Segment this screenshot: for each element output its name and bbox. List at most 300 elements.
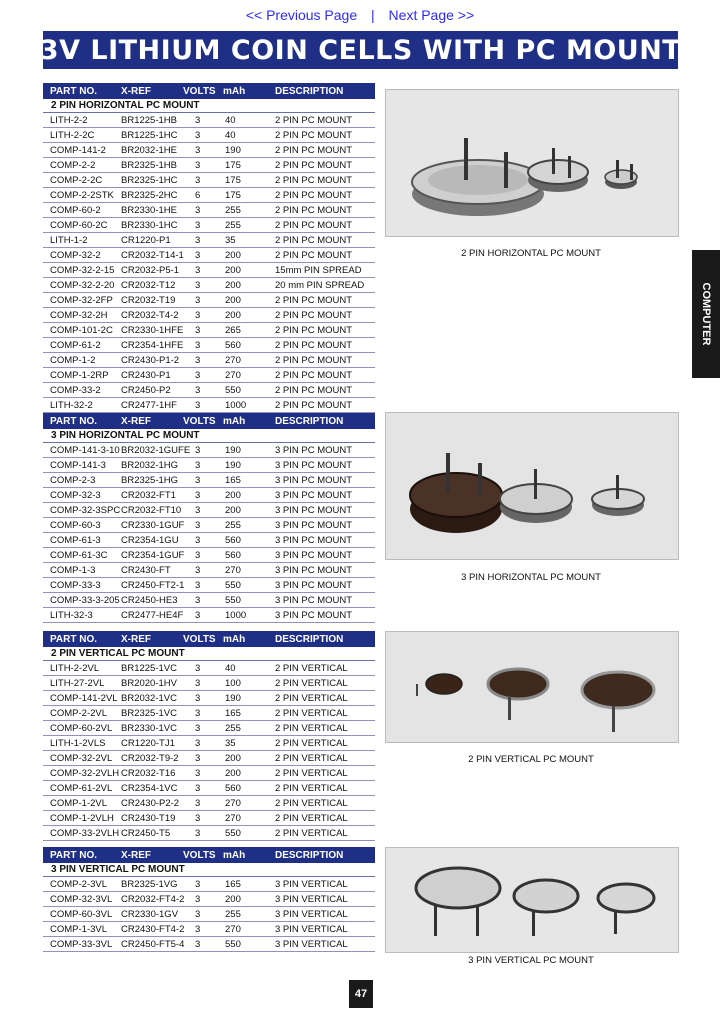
description: 3 PIN PC MOUNT (275, 565, 353, 576)
description: 2 PIN PC MOUNT (275, 235, 353, 246)
table-row (43, 218, 375, 233)
volts: 3 (195, 145, 201, 156)
cross-reference: CR2354-1GUF (121, 550, 185, 561)
part-number: COMP-101-2C (50, 325, 113, 336)
cross-reference: CR2477-HE4F (121, 610, 184, 621)
cross-reference: BR2325-1VG (121, 879, 178, 890)
cross-reference: CR2430-FT4-2 (121, 924, 185, 935)
part-number: COMP-141-2VL (50, 693, 118, 704)
description: 2 PIN VERTICAL (275, 693, 348, 704)
capacity-mah: 255 (225, 520, 241, 531)
volts: 3 (195, 265, 201, 276)
description: 3 PIN PC MOUNT (275, 505, 353, 516)
section-subtitle: 3 PIN VERTICAL PC MOUNT (43, 863, 375, 877)
part-number: COMP-141-3 (50, 460, 106, 471)
part-number: COMP-141-3-10 (50, 445, 120, 456)
description: 2 PIN PC MOUNT (275, 295, 353, 306)
part-number: LITH-2-2 (50, 115, 88, 126)
description: 3 PIN PC MOUNT (275, 475, 353, 486)
column-header: mAh (223, 86, 246, 97)
table-row (43, 937, 375, 952)
description: 3 PIN PC MOUNT (275, 520, 353, 531)
volts: 3 (195, 535, 201, 546)
capacity-mah: 550 (225, 385, 241, 396)
capacity-mah: 35 (225, 235, 236, 246)
description: 2 PIN PC MOUNT (275, 385, 353, 396)
cross-reference: BR2020-1HV (121, 678, 177, 689)
table-row (43, 781, 375, 796)
volts: 3 (195, 813, 201, 824)
section-subtitle: 2 PIN HORIZONTAL PC MOUNT (43, 99, 375, 113)
part-number: COMP-1-2VL (50, 798, 108, 809)
description: 3 PIN PC MOUNT (275, 460, 353, 471)
column-header: VOLTS (183, 850, 216, 861)
table-2-pin-horizontal (43, 83, 375, 413)
volts: 3 (195, 235, 201, 246)
description: 2 PIN VERTICAL (275, 798, 348, 809)
cross-reference: CR2032-FT4-2 (121, 894, 185, 905)
table-header (43, 631, 375, 647)
table-header (43, 847, 375, 863)
cross-reference: BR2325-1HG (121, 475, 179, 486)
next-page-link[interactable]: Next Page >> (388, 7, 475, 23)
volts: 3 (195, 693, 201, 704)
table-row (43, 248, 375, 263)
volts: 3 (195, 595, 201, 606)
volts: 3 (195, 924, 201, 935)
side-section-tab (692, 250, 720, 378)
volts: 3 (195, 295, 201, 306)
capacity-mah: 165 (225, 708, 241, 719)
volts: 3 (195, 894, 201, 905)
capacity-mah: 560 (225, 340, 241, 351)
section-subtitle: 2 PIN VERTICAL PC MOUNT (43, 647, 375, 661)
table-row (43, 608, 375, 623)
description: 2 PIN PC MOUNT (275, 250, 353, 261)
capacity-mah: 200 (225, 490, 241, 501)
table-row (43, 338, 375, 353)
description: 3 PIN PC MOUNT (275, 535, 353, 546)
table-row (43, 578, 375, 593)
capacity-mah: 270 (225, 924, 241, 935)
previous-page-link[interactable]: << Previous Page (245, 7, 358, 23)
capacity-mah: 165 (225, 475, 241, 486)
capacity-mah: 200 (225, 894, 241, 905)
table-2-pin-vertical (43, 631, 375, 841)
part-number: COMP-32-2VLH (50, 768, 120, 779)
capacity-mah: 40 (225, 130, 236, 141)
description: 2 PIN PC MOUNT (275, 310, 353, 321)
cross-reference: BR2032-1GUFE (121, 445, 191, 456)
volts: 3 (195, 939, 201, 950)
capacity-mah: 255 (225, 205, 241, 216)
cross-reference: CR2450-HE3 (121, 595, 178, 606)
description: 2 PIN VERTICAL (275, 753, 348, 764)
part-number: LITH-32-3 (50, 610, 93, 621)
table-row (43, 143, 375, 158)
table-row (43, 383, 375, 398)
capacity-mah: 175 (225, 160, 241, 171)
description: 2 PIN PC MOUNT (275, 370, 353, 381)
volts: 3 (195, 520, 201, 531)
volts: 3 (195, 708, 201, 719)
capacity-mah: 190 (225, 445, 241, 456)
volts: 3 (195, 505, 201, 516)
capacity-mah: 200 (225, 295, 241, 306)
cross-reference: BR2032-1VC (121, 693, 177, 704)
photo-2-pin-vertical (385, 631, 679, 743)
table-row (43, 293, 375, 308)
volts: 3 (195, 783, 201, 794)
volts: 3 (195, 340, 201, 351)
capacity-mah: 200 (225, 250, 241, 261)
part-number: LITH-2-2VL (50, 663, 100, 674)
part-number: COMP-32-3SPC (50, 505, 121, 516)
column-header: X-REF (121, 86, 151, 97)
part-number: COMP-1-2VLH (50, 813, 114, 824)
part-number: COMP-60-3 (50, 520, 101, 531)
cross-reference: BR2325-1HB (121, 160, 177, 171)
cross-reference: CR2032-FT10 (121, 505, 182, 516)
part-number: COMP-32-2VL (50, 753, 113, 764)
capacity-mah: 550 (225, 580, 241, 591)
capacity-mah: 560 (225, 535, 241, 546)
volts: 3 (195, 753, 201, 764)
part-number: COMP-61-2 (50, 340, 101, 351)
cross-reference: CR2430-FT (121, 565, 171, 576)
description: 2 PIN PC MOUNT (275, 325, 353, 336)
capacity-mah: 35 (225, 738, 236, 749)
description: 15mm PIN SPREAD (275, 265, 362, 276)
cross-reference: BR2325-1VC (121, 708, 177, 719)
description: 2 PIN PC MOUNT (275, 205, 353, 216)
capacity-mah: 270 (225, 370, 241, 381)
part-number: COMP-1-2 (50, 355, 96, 366)
cross-reference: BR1225-1HC (121, 130, 178, 141)
capacity-mah: 40 (225, 663, 236, 674)
part-number: COMP-33-3VL (50, 939, 113, 950)
volts: 3 (195, 550, 201, 561)
volts: 3 (195, 879, 201, 890)
part-number: COMP-60-3VL (50, 909, 113, 920)
table-row (43, 593, 375, 608)
cross-reference: CR2430-P2-2 (121, 798, 180, 809)
table-row (43, 308, 375, 323)
table-row (43, 113, 375, 128)
volts: 3 (195, 828, 201, 839)
photo-3-pin-horizontal (385, 412, 679, 560)
nav-separator: | (371, 7, 375, 23)
part-number: COMP-2-3 (50, 475, 96, 486)
description: 2 PIN VERTICAL (275, 738, 348, 749)
capacity-mah: 190 (225, 693, 241, 704)
part-number: COMP-60-2 (50, 205, 101, 216)
cross-reference: BR1225-1HB (121, 115, 177, 126)
description: 3 PIN PC MOUNT (275, 580, 353, 591)
volts: 3 (195, 490, 201, 501)
volts: 3 (195, 610, 201, 621)
description: 2 PIN PC MOUNT (275, 220, 353, 231)
part-number: COMP-32-2-20 (50, 280, 115, 291)
part-number: COMP-61-2VL (50, 783, 113, 794)
photo-2-pin-horizontal (385, 89, 679, 237)
column-header: PART NO. (50, 416, 98, 427)
volts: 3 (195, 460, 201, 471)
part-number: LITH-1-2 (50, 235, 88, 246)
capacity-mah: 165 (225, 879, 241, 890)
capacity-mah: 560 (225, 550, 241, 561)
volts: 3 (195, 325, 201, 336)
table-row (43, 473, 375, 488)
side-section-label: COMPUTER (700, 282, 712, 346)
part-number: COMP-32-3 (50, 490, 101, 501)
caption-2-pin-vertical: 2 PIN VERTICAL PC MOUNT (468, 754, 594, 765)
part-number: COMP-1-3VL (50, 924, 108, 935)
description: 2 PIN VERTICAL (275, 813, 348, 824)
volts: 3 (195, 160, 201, 171)
volts: 3 (195, 370, 201, 381)
cross-reference: CR2450-FT5-4 (121, 939, 185, 950)
part-number: COMP-61-3 (50, 535, 101, 546)
caption-2-pin-horizontal: 2 PIN HORIZONTAL PC MOUNT (461, 248, 601, 259)
cross-reference: CR2477-1HF (121, 400, 177, 411)
volts: 3 (195, 909, 201, 920)
description: 3 PIN VERTICAL (275, 939, 348, 950)
capacity-mah: 1000 (225, 610, 247, 621)
table-row (43, 203, 375, 218)
part-number: COMP-60-2VL (50, 723, 113, 734)
cross-reference: CR2430-P1-2 (121, 355, 180, 366)
capacity-mah: 550 (225, 939, 241, 950)
cross-reference: CR2032-T9-2 (121, 753, 179, 764)
part-number: COMP-1-3 (50, 565, 96, 576)
table-row (43, 158, 375, 173)
volts: 3 (195, 115, 201, 126)
column-header: X-REF (121, 416, 151, 427)
coin-cells-image (386, 90, 678, 236)
description: 3 PIN VERTICAL (275, 894, 348, 905)
description: 2 PIN PC MOUNT (275, 160, 353, 171)
cross-reference: BR2330-1HE (121, 205, 177, 216)
column-header: mAh (223, 850, 246, 861)
description: 2 PIN VERTICAL (275, 663, 348, 674)
volts: 3 (195, 175, 201, 186)
part-number: COMP-32-2 (50, 250, 101, 261)
cross-reference: CR2330-1GV (121, 909, 179, 920)
table-row (43, 323, 375, 338)
caption-3-pin-horizontal: 3 PIN HORIZONTAL PC MOUNT (461, 572, 601, 583)
capacity-mah: 560 (225, 783, 241, 794)
table-row (43, 518, 375, 533)
volts: 3 (195, 130, 201, 141)
cross-reference: BR1225-1VC (121, 663, 177, 674)
part-number: COMP-141-2 (50, 145, 106, 156)
cross-reference: CR2032-T4-2 (121, 310, 179, 321)
description: 2 PIN PC MOUNT (275, 340, 353, 351)
table-row (43, 443, 375, 458)
table-row (43, 691, 375, 706)
column-header: mAh (223, 634, 246, 645)
capacity-mah: 270 (225, 798, 241, 809)
cross-reference: BR2032-1HG (121, 460, 179, 471)
column-header: VOLTS (183, 634, 216, 645)
table-row (43, 398, 375, 413)
cross-reference: CR1220-TJ1 (121, 738, 175, 749)
description: 2 PIN PC MOUNT (275, 130, 353, 141)
cross-reference: CR2032-T12 (121, 280, 176, 291)
coin-cells-image (386, 848, 678, 952)
table-3-pin-vertical (43, 847, 375, 952)
description: 2 PIN PC MOUNT (275, 400, 353, 411)
capacity-mah: 255 (225, 909, 241, 920)
capacity-mah: 40 (225, 115, 236, 126)
part-number: LITH-27-2VL (50, 678, 105, 689)
volts: 3 (195, 678, 201, 689)
description: 2 PIN VERTICAL (275, 828, 348, 839)
capacity-mah: 200 (225, 505, 241, 516)
cross-reference: BR2325-2HC (121, 190, 178, 201)
page-navigation (0, 7, 720, 23)
column-header: DESCRIPTION (275, 416, 344, 427)
cross-reference: CR2354-1GU (121, 535, 179, 546)
volts: 3 (195, 205, 201, 216)
cross-reference: CR2450-FT2-1 (121, 580, 185, 591)
volts: 3 (195, 475, 201, 486)
volts: 3 (195, 768, 201, 779)
part-number: LITH-1-2VLS (50, 738, 106, 749)
table-row (43, 488, 375, 503)
capacity-mah: 175 (225, 190, 241, 201)
column-header: DESCRIPTION (275, 850, 344, 861)
table-3-pin-horizontal (43, 413, 375, 623)
column-header: mAh (223, 416, 246, 427)
cross-reference: BR2325-1HC (121, 175, 178, 186)
description: 2 PIN VERTICAL (275, 708, 348, 719)
page-number: 47 (349, 980, 373, 1008)
capacity-mah: 265 (225, 325, 241, 336)
description: 3 PIN PC MOUNT (275, 610, 353, 621)
table-row (43, 458, 375, 473)
capacity-mah: 200 (225, 265, 241, 276)
volts: 6 (195, 190, 201, 201)
table-row (43, 721, 375, 736)
capacity-mah: 550 (225, 828, 241, 839)
coin-cells-image (386, 632, 678, 742)
volts: 3 (195, 798, 201, 809)
cross-reference: BR2330-1HC (121, 220, 178, 231)
capacity-mah: 200 (225, 280, 241, 291)
part-number: COMP-2-2 (50, 160, 96, 171)
cross-reference: CR2430-T19 (121, 813, 176, 824)
part-number: COMP-2-2STK (50, 190, 114, 201)
table-row (43, 278, 375, 293)
part-number: COMP-61-3C (50, 550, 108, 561)
table-row (43, 877, 375, 892)
table-row (43, 907, 375, 922)
description: 3 PIN VERTICAL (275, 879, 348, 890)
description: 20 mm PIN SPREAD (275, 280, 365, 291)
volts: 3 (195, 445, 201, 456)
description: 3 PIN VERTICAL (275, 909, 348, 920)
table-row (43, 922, 375, 937)
capacity-mah: 270 (225, 813, 241, 824)
cross-reference: CR1220-P1 (121, 235, 171, 246)
volts: 3 (195, 280, 201, 291)
volts: 3 (195, 580, 201, 591)
cross-reference: CR2032-T14-1 (121, 250, 184, 261)
capacity-mah: 270 (225, 355, 241, 366)
cross-reference: CR2330-1GUF (121, 520, 185, 531)
page-title: 3V LITHIUM COIN CELLS WITH PC MOUNT (43, 31, 678, 69)
part-number: LITH-2-2C (50, 130, 95, 141)
table-row (43, 892, 375, 907)
cross-reference: BR2330-1VC (121, 723, 177, 734)
volts: 3 (195, 565, 201, 576)
part-number: LITH-32-2 (50, 400, 93, 411)
capacity-mah: 200 (225, 753, 241, 764)
volts: 3 (195, 310, 201, 321)
table-row (43, 736, 375, 751)
description: 2 PIN PC MOUNT (275, 190, 353, 201)
table-row (43, 661, 375, 676)
volts: 3 (195, 250, 201, 261)
part-number: COMP-32-2-15 (50, 265, 115, 276)
table-row (43, 676, 375, 691)
caption-3-pin-vertical: 3 PIN VERTICAL PC MOUNT (468, 955, 594, 966)
volts: 3 (195, 738, 201, 749)
table-header (43, 83, 375, 99)
table-row (43, 353, 375, 368)
column-header: PART NO. (50, 850, 98, 861)
volts: 3 (195, 663, 201, 674)
column-header: VOLTS (183, 416, 216, 427)
volts: 3 (195, 220, 201, 231)
cross-reference: CR2032-T16 (121, 768, 176, 779)
table-header (43, 413, 375, 429)
table-row (43, 128, 375, 143)
volts: 3 (195, 385, 201, 396)
column-header: VOLTS (183, 86, 216, 97)
column-header: X-REF (121, 850, 151, 861)
table-row (43, 563, 375, 578)
description: 2 PIN PC MOUNT (275, 175, 353, 186)
cross-reference: CR2032-P5-1 (121, 265, 180, 276)
description: 2 PIN VERTICAL (275, 768, 348, 779)
description: 2 PIN PC MOUNT (275, 145, 353, 156)
table-row (43, 233, 375, 248)
column-header: DESCRIPTION (275, 86, 344, 97)
description: 3 PIN PC MOUNT (275, 445, 353, 456)
table-row (43, 796, 375, 811)
table-row (43, 533, 375, 548)
volts: 3 (195, 723, 201, 734)
description: 3 PIN VERTICAL (275, 924, 348, 935)
part-number: COMP-32-2H (50, 310, 108, 321)
capacity-mah: 190 (225, 145, 241, 156)
table-row (43, 368, 375, 383)
cross-reference: CR2450-P2 (121, 385, 171, 396)
part-number: COMP-60-2C (50, 220, 108, 231)
table-row (43, 751, 375, 766)
section-subtitle: 3 PIN HORIZONTAL PC MOUNT (43, 429, 375, 443)
description: 2 PIN PC MOUNT (275, 115, 353, 126)
column-header: PART NO. (50, 86, 98, 97)
cross-reference: CR2032-FT1 (121, 490, 176, 501)
table-row (43, 173, 375, 188)
capacity-mah: 1000 (225, 400, 247, 411)
cross-reference: CR2430-P1 (121, 370, 171, 381)
capacity-mah: 255 (225, 220, 241, 231)
